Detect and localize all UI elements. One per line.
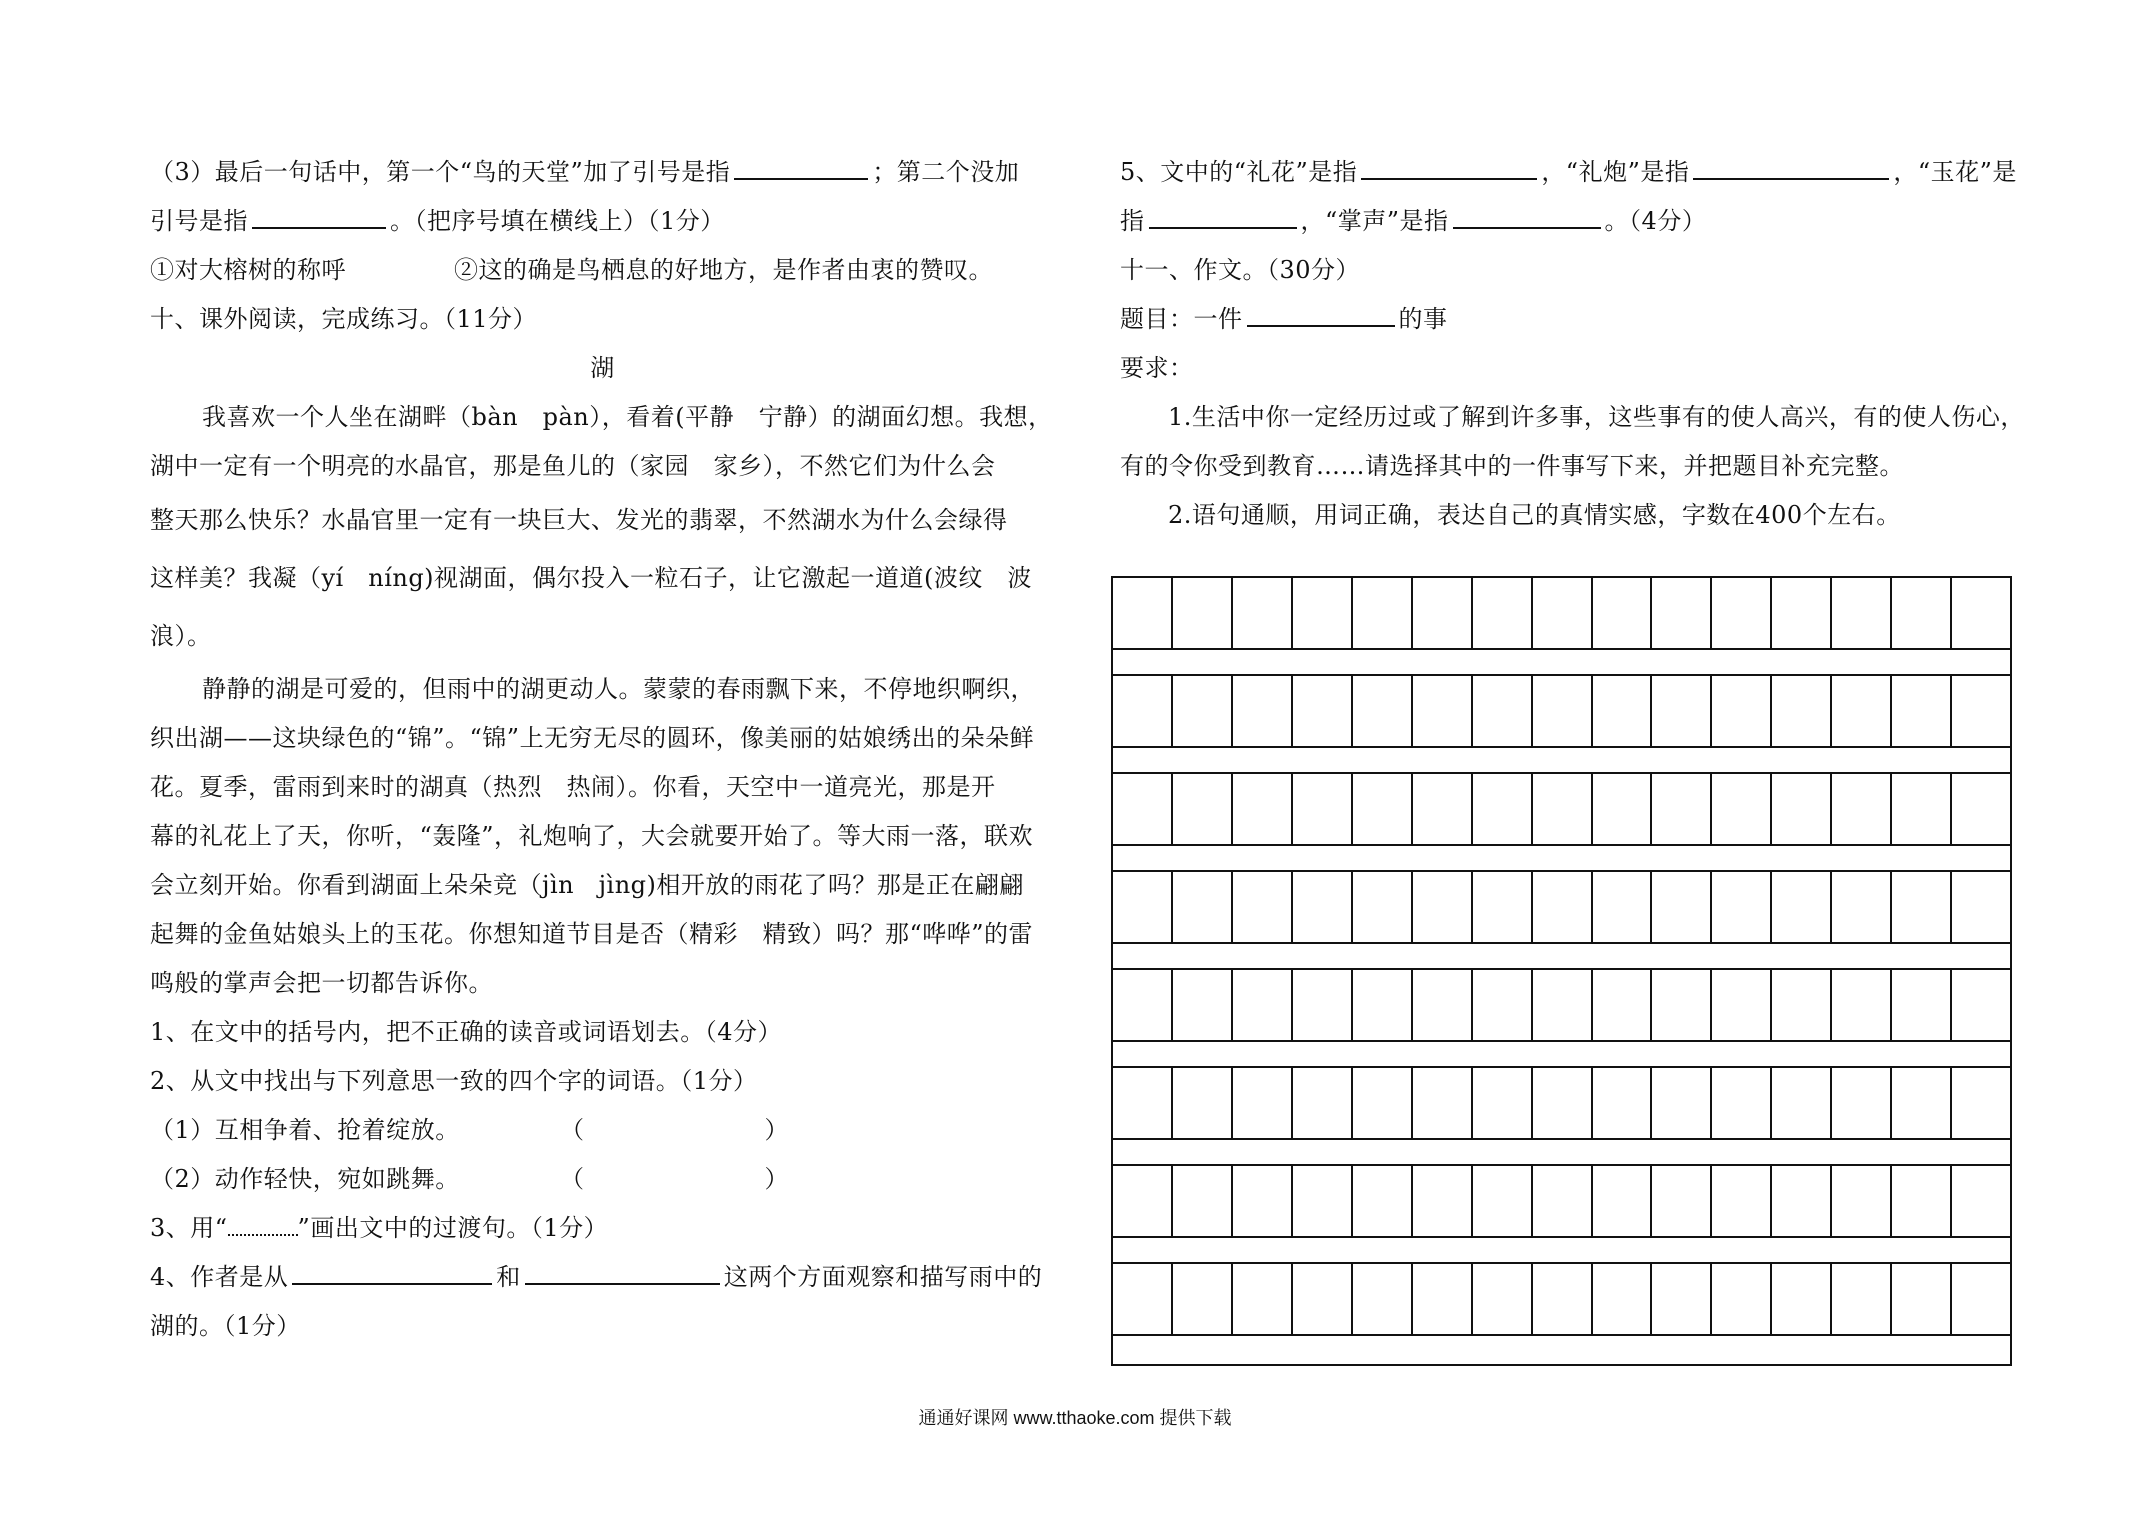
grid-cell[interactable] (1652, 872, 1712, 942)
q3-option-1: ①对大榕树的称呼 (150, 256, 346, 284)
q5-blank-4[interactable] (1453, 207, 1601, 229)
q4-text-c: 这两个方面观察和描写雨中的 (723, 1263, 1043, 1291)
q3-options (150, 246, 1055, 295)
grid-cell[interactable] (1233, 774, 1293, 844)
question-1: 1、在文中的括号内，把不正确的读音或词语划去。（4分） (150, 1018, 783, 1046)
grid-cell[interactable] (1413, 774, 1473, 844)
grid-cell[interactable] (1173, 1166, 1233, 1236)
grid-cell[interactable] (1892, 1068, 1952, 1138)
grid-cell[interactable] (1652, 1264, 1712, 1334)
grid-cell[interactable] (1413, 1264, 1473, 1334)
footer-source: 通通好课网 www.tthaoke.com 提供下载 (918, 1408, 1232, 1428)
grid-cell[interactable] (1593, 578, 1653, 648)
grid-row (1111, 1164, 2012, 1236)
section-11-heading: 十一、作文。（30分） (1120, 256, 1361, 284)
grid-cell[interactable] (1533, 872, 1593, 942)
grid-cell[interactable] (1413, 970, 1473, 1040)
section-10-heading: 十、课外阅读，完成练习。（11分） (150, 305, 538, 333)
grid-cell[interactable] (1832, 872, 1892, 942)
paragraph-line: 起舞的金鱼姑娘头上的玉花。你想知道节目是否（精彩 精致）吗？那“哗哗”的雷 (150, 920, 1034, 948)
grid-cell[interactable] (1533, 970, 1593, 1040)
requirement-2: 2.语句通顺，用词正确，表达自己的真情实感，字数在400个左右。 (1168, 501, 1901, 529)
grid-cell[interactable] (1593, 970, 1653, 1040)
right-column (1120, 148, 2030, 540)
paren-open: （ (560, 1165, 585, 1193)
grid-cell[interactable] (1892, 578, 1952, 648)
grid-cell[interactable] (1652, 970, 1712, 1040)
q5-blank-2[interactable] (1693, 158, 1889, 180)
grid-row (1111, 968, 2012, 1040)
grid-cell[interactable] (1952, 1166, 2010, 1236)
grid-cell[interactable] (1952, 872, 2010, 942)
grid-cell[interactable] (1353, 578, 1413, 648)
paragraph-line: 整天那么快乐？水晶官里一定有一块巨大、发光的翡翠，不然湖水为什么会绿得 (150, 506, 1008, 534)
paren-close: ） (764, 1165, 789, 1193)
grid-cell[interactable] (1473, 578, 1533, 648)
grid-cell[interactable] (1353, 1264, 1413, 1334)
essay-topic (1120, 295, 2030, 344)
grid-cell[interactable] (1892, 1166, 1952, 1236)
q3-blank-2[interactable] (252, 207, 386, 229)
q5-text-c: ，“玉花”是 (1893, 158, 2017, 186)
grid-cell[interactable] (1473, 774, 1533, 844)
grid-cell[interactable] (1233, 1068, 1293, 1138)
grid-cell[interactable] (1772, 578, 1832, 648)
q3-text-d: 。（把序号填在横线上）（1分） (390, 207, 725, 235)
grid-cell[interactable] (1233, 1264, 1293, 1334)
question-2-item-1 (150, 1106, 1055, 1155)
grid-cell[interactable] (1772, 1264, 1832, 1334)
grid-cell[interactable] (1413, 872, 1473, 942)
q4-blank-2[interactable] (525, 1263, 720, 1285)
grid-cell[interactable] (1593, 1068, 1653, 1138)
grid-cell[interactable] (1533, 676, 1593, 746)
grid-cell[interactable] (1233, 872, 1293, 942)
grid-cell[interactable] (1173, 970, 1233, 1040)
grid-row (1111, 1066, 2012, 1138)
grid-cell[interactable] (1772, 872, 1832, 942)
grid-cell[interactable] (1293, 872, 1353, 942)
grid-row (1111, 1262, 2012, 1334)
grid-row (1111, 772, 2012, 844)
grid-cell[interactable] (1892, 1264, 1952, 1334)
grid-cell[interactable] (1952, 1264, 2010, 1334)
grid-cell[interactable] (1712, 1166, 1772, 1236)
grid-row-gap (1111, 1040, 2012, 1066)
grid-cell[interactable] (1173, 578, 1233, 648)
grid-cell[interactable] (1892, 872, 1952, 942)
paragraph-line: 会立刻开始。你看到湖面上朵朵竞（jìn jìng)相开放的雨花了吗？那是正在翩翩 (150, 871, 1024, 899)
q2-item-1-text: （1）互相争着、抢着绽放。 (150, 1116, 460, 1144)
grid-cell[interactable] (1473, 1264, 1533, 1334)
grid-cell[interactable] (1533, 774, 1593, 844)
grid-cell[interactable] (1293, 1068, 1353, 1138)
grid-cell[interactable] (1593, 1166, 1653, 1236)
grid-cell[interactable] (1353, 872, 1413, 942)
paragraph-line: 我喜欢一个人坐在湖畔（bàn pàn），看着(平静 宁静）的湖面幻想。我想， (202, 403, 1053, 431)
grid-cell[interactable] (1652, 1166, 1712, 1236)
grid-cell[interactable] (1952, 970, 2010, 1040)
grid-cell[interactable] (1293, 1264, 1353, 1334)
grid-cell[interactable] (1832, 1264, 1892, 1334)
grid-cell[interactable] (1233, 1166, 1293, 1236)
grid-cell[interactable] (1772, 1166, 1832, 1236)
grid-cell[interactable] (1293, 676, 1353, 746)
q3-line-2 (150, 197, 1055, 246)
grid-cell[interactable] (1413, 676, 1473, 746)
grid-cell[interactable] (1892, 774, 1952, 844)
requirement-1-line-1: 1.生活中你一定经历过或了解到许多事，这些事有的使人高兴，有的使人伤心， (1168, 403, 2025, 431)
topic-text-a: 题目：一件 (1120, 305, 1243, 333)
grid-cell[interactable] (1772, 1068, 1832, 1138)
grid-cell[interactable] (1413, 1068, 1473, 1138)
q3-blank-1[interactable] (734, 158, 868, 180)
grid-cell[interactable] (1113, 970, 1173, 1040)
q4-text-b: 和 (496, 1263, 521, 1291)
grid-cell[interactable] (1113, 1166, 1173, 1236)
grid-cell[interactable] (1173, 872, 1233, 942)
grid-row (1111, 870, 2012, 942)
q5-text-b: ，“礼炮”是指 (1541, 158, 1690, 186)
q5-blank-3[interactable] (1149, 207, 1297, 229)
grid-cell[interactable] (1413, 1166, 1473, 1236)
question-2-item-2 (150, 1155, 1055, 1204)
grid-cell[interactable] (1952, 1068, 2010, 1138)
paragraph-line: 花。夏季，雷雨到来时的湖真（热烈 热闹）。你看，天空中一道亮光，那是开 (150, 773, 996, 801)
question-4 (150, 1253, 1055, 1302)
topic-blank[interactable] (1247, 305, 1395, 327)
grid-row (1111, 674, 2012, 746)
grid-cell[interactable] (1593, 872, 1653, 942)
grid-row-gap (1111, 844, 2012, 870)
grid-cell[interactable] (1952, 676, 2010, 746)
paragraph-2 (150, 665, 1055, 1008)
grid-row-gap (1111, 1236, 2012, 1262)
grid-cell[interactable] (1113, 774, 1173, 844)
grid-row-gap (1111, 942, 2012, 968)
grid-cell[interactable] (1832, 578, 1892, 648)
q5-text-a: 5、文中的“礼花”是指 (1120, 158, 1358, 186)
grid-cell[interactable] (1712, 1264, 1772, 1334)
grid-cell[interactable] (1892, 676, 1952, 746)
grid-row-gap (1111, 648, 2012, 674)
question-4-cont: 湖的。（1分） (150, 1312, 301, 1340)
passage-title: 湖 (590, 354, 615, 382)
q3-text-c: 引号是指 (150, 207, 248, 235)
requirement-1-line-2: 有的令你受到教育……请选择其中的一件事写下来，并把题目补充完整。 (1120, 452, 1904, 480)
grid-cell[interactable] (1113, 578, 1173, 648)
grid-cell[interactable] (1712, 872, 1772, 942)
grid-cell[interactable] (1892, 970, 1952, 1040)
grid-cell[interactable] (1593, 1264, 1653, 1334)
q3-text-b: ；第二个没加 (872, 158, 1020, 186)
composition-grid[interactable] (1111, 576, 2012, 1366)
paragraph-line: 湖中一定有一个明亮的水晶官，那是鱼儿的（家园 家乡），不然它们为什么会 (150, 452, 996, 480)
paragraph-line: 这样美？我凝（yí níng)视湖面，偶尔投入一粒石子，让它激起一道道(波纹 波 (150, 564, 1032, 592)
paren-open: （ (560, 1116, 585, 1144)
grid-row-gap (1111, 746, 2012, 772)
grid-cell[interactable] (1293, 970, 1353, 1040)
grid-cell[interactable] (1413, 578, 1473, 648)
grid-cell[interactable] (1173, 1068, 1233, 1138)
grid-cell[interactable] (1293, 774, 1353, 844)
q5-text-f: 。（4分） (1604, 207, 1707, 235)
grid-cell[interactable] (1473, 676, 1533, 746)
grid-cell[interactable] (1952, 774, 2010, 844)
q3-text-pre: 3、用“ (150, 1214, 228, 1242)
q5-text-d: 指 (1120, 207, 1145, 235)
grid-cell[interactable] (1832, 970, 1892, 1040)
grid-cell[interactable] (1353, 774, 1413, 844)
q5-blank-1[interactable] (1361, 158, 1537, 180)
grid-cell[interactable] (1712, 774, 1772, 844)
q3-text-a: （3）最后一句话中，第一个“鸟的天堂”加了引号是指 (150, 158, 731, 186)
grid-cell[interactable] (1593, 676, 1653, 746)
question-2: 2、从文中找出与下列意思一致的四个字的词语。（1分） (150, 1067, 758, 1095)
grid-cell[interactable] (1712, 1068, 1772, 1138)
grid-cell[interactable] (1173, 1264, 1233, 1334)
grid-cell[interactable] (1533, 1264, 1593, 1334)
grid-cell[interactable] (1293, 1166, 1353, 1236)
grid-cell[interactable] (1113, 1068, 1173, 1138)
grid-cell[interactable] (1533, 578, 1593, 648)
q5-line-2 (1120, 197, 2030, 246)
paragraph-line: 织出湖——这块绿色的“锦”。“锦”上无穷无尽的圆环，像美丽的姑娘绣出的朵朵鲜 (150, 724, 1035, 752)
grid-cell[interactable] (1173, 676, 1233, 746)
q2-item-2-text: （2）动作轻快，宛如跳舞。 (150, 1165, 460, 1193)
question-3 (150, 1204, 1055, 1253)
grid-cell[interactable] (1533, 1166, 1593, 1236)
grid-cell[interactable] (1652, 676, 1712, 746)
grid-row (1111, 576, 2012, 648)
grid-cell[interactable] (1652, 578, 1712, 648)
paragraph-line: 静静的湖是可爱的，但雨中的湖更动人。蒙蒙的春雨飘下来，不停地织啊织， (202, 675, 1035, 703)
q3-text-post: ”画出文中的过渡句。（1分） (297, 1214, 609, 1242)
left-column (150, 148, 1055, 1351)
grid-cell[interactable] (1113, 1264, 1173, 1334)
grid-cell[interactable] (1832, 774, 1892, 844)
grid-cell[interactable] (1473, 872, 1533, 942)
grid-cell[interactable] (1113, 676, 1173, 746)
grid-cell[interactable] (1473, 1166, 1533, 1236)
grid-cell[interactable] (1772, 970, 1832, 1040)
paragraph-line: 幕的礼花上了天，你听，“轰隆”，礼炮响了，大会就要开始了。等大雨一落，联欢 (150, 822, 1034, 850)
grid-cell[interactable] (1652, 1068, 1712, 1138)
q3-line-1 (150, 148, 1055, 197)
grid-cell[interactable] (1712, 578, 1772, 648)
grid-cell[interactable] (1593, 774, 1653, 844)
grid-cell[interactable] (1473, 1068, 1533, 1138)
grid-cell[interactable] (1832, 1166, 1892, 1236)
grid-cell[interactable] (1652, 774, 1712, 844)
grid-cell[interactable] (1832, 1068, 1892, 1138)
paragraph-line: 浪）。 (150, 622, 212, 650)
grid-cell[interactable] (1952, 578, 2010, 648)
grid-cell[interactable] (1353, 970, 1413, 1040)
grid-cell[interactable] (1533, 1068, 1593, 1138)
grid-cell[interactable] (1712, 970, 1772, 1040)
grid-cell[interactable] (1233, 970, 1293, 1040)
requirements-label: 要求： (1120, 354, 1194, 382)
q4-text-a: 4、作者是从 (150, 1263, 289, 1291)
q5-text-e: ，“掌声”是指 (1300, 207, 1449, 235)
grid-cell[interactable] (1233, 578, 1293, 648)
grid-cell[interactable] (1772, 774, 1832, 844)
grid-row-gap (1111, 1334, 2012, 1366)
paren-close: ） (764, 1116, 789, 1144)
wavy-underline-sample (228, 1216, 298, 1236)
grid-row-gap (1111, 1138, 2012, 1164)
paragraph-line: 鸣般的掌声会把一切都告诉你。 (150, 969, 493, 997)
grid-cell[interactable] (1233, 676, 1293, 746)
q4-blank-1[interactable] (292, 1263, 492, 1285)
grid-cell[interactable] (1353, 1166, 1413, 1236)
grid-cell[interactable] (1113, 872, 1173, 942)
q5-line-1 (1120, 148, 2030, 197)
grid-cell[interactable] (1772, 676, 1832, 746)
grid-cell[interactable] (1712, 676, 1772, 746)
grid-cell[interactable] (1473, 970, 1533, 1040)
grid-cell[interactable] (1173, 774, 1233, 844)
grid-cell[interactable] (1353, 1068, 1413, 1138)
topic-text-b: 的事 (1398, 305, 1448, 333)
grid-cell[interactable] (1353, 676, 1413, 746)
paragraph-1 (150, 393, 1055, 665)
grid-cell[interactable] (1293, 578, 1353, 648)
grid-cell[interactable] (1832, 676, 1892, 746)
q3-option-2: ②这的确是鸟栖息的好地方，是作者由衷的赞叹。 (454, 256, 993, 284)
